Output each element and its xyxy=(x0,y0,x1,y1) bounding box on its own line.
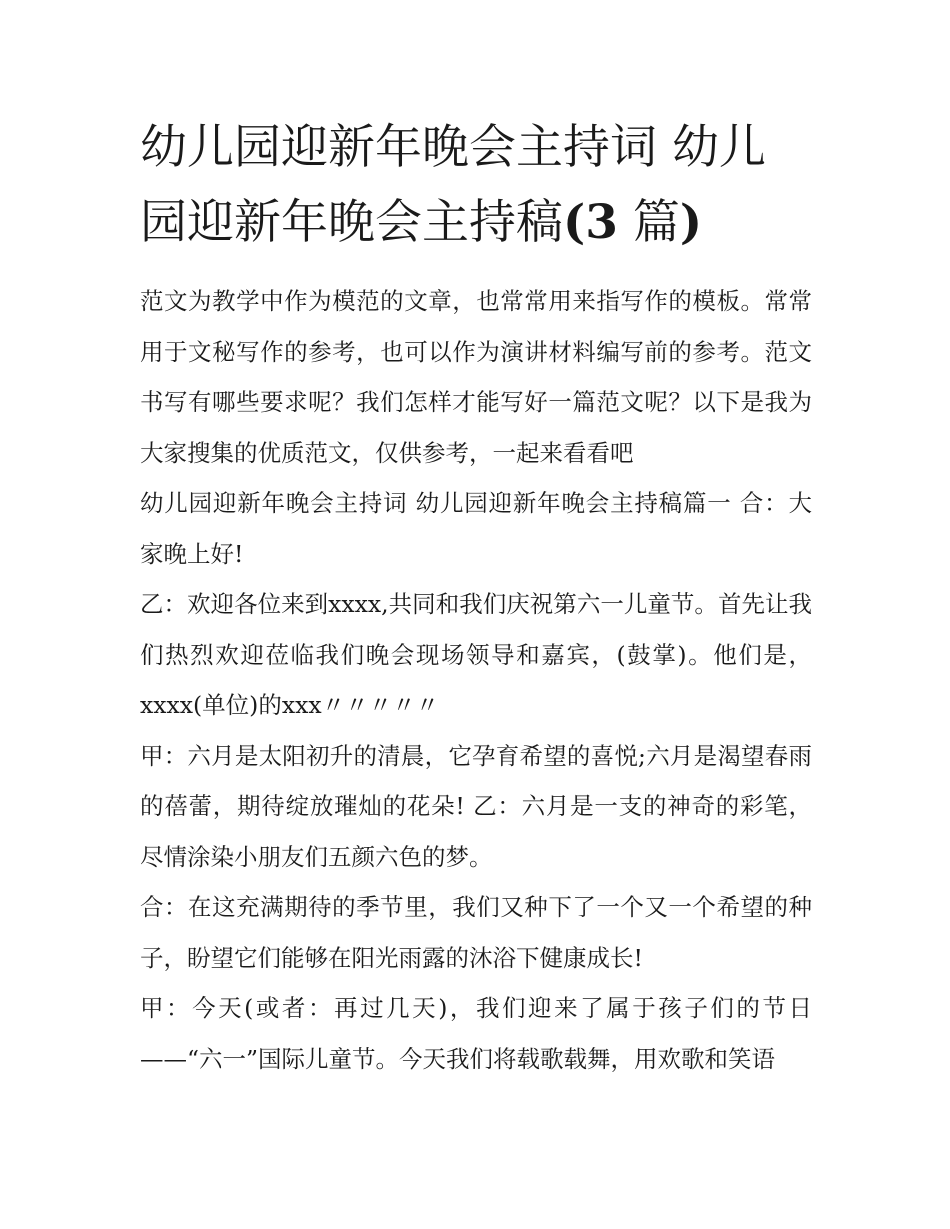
paragraph-heading-greeting: 幼儿园迎新年晚会主持词 幼儿园迎新年晚会主持稿篇一 合：大家晚上好! xyxy=(140,489,812,568)
title-count: (3 xyxy=(563,195,618,250)
paragraph-intro: 范文为教学中作为模范的文章，也常常用来指写作的模板。常常用于文秘写作的参考，也可以作为演讲材料编写前的参考。范文书写有哪些要求呢？我们怎样才能写好一篇范文呢？以下是我为大家搜集的优质范文，仅供参考，一起来看看吧 xyxy=(140,287,812,467)
title-close: ) xyxy=(679,195,703,250)
document-title xyxy=(140,110,812,260)
paragraph-jia-today: 甲：今天(或者：再过几天)，我们迎来了属于孩子们的节日——“六一”国际儿童节。今天我们将载歌载舞，用欢歌和笑语 xyxy=(140,994,812,1073)
title-text: 幼儿园迎新年晚会主持词 幼儿园迎新年晚会主持稿 xyxy=(140,120,766,250)
document-page xyxy=(140,110,812,1084)
paragraph-he-season: 合：在这充满期待的季节里，我们又种下了一个又一个希望的种子，盼望它们能够在阳光雨露的沐浴下健康成长! xyxy=(140,893,812,972)
title-unit: 篇 xyxy=(632,195,680,250)
paragraph-yi-welcome: 乙：欢迎各位来到xxxx,共同和我们庆祝第六一儿童节。首先让我们热烈欢迎莅临我们晚会现场领导和嘉宾，(鼓掌)。他们是，xxxx(单位)的xxx〃〃〃〃〃 xyxy=(140,590,812,719)
paragraph-jia-june: 甲：六月是太阳初升的清晨，它孕育希望的喜悦;六月是渴望春雨的蓓蕾，期待绽放璀灿的花朵! 乙：六月是一支的神奇的彩笔，尽情涂染小朋友们五颜六色的梦。 xyxy=(140,741,812,871)
